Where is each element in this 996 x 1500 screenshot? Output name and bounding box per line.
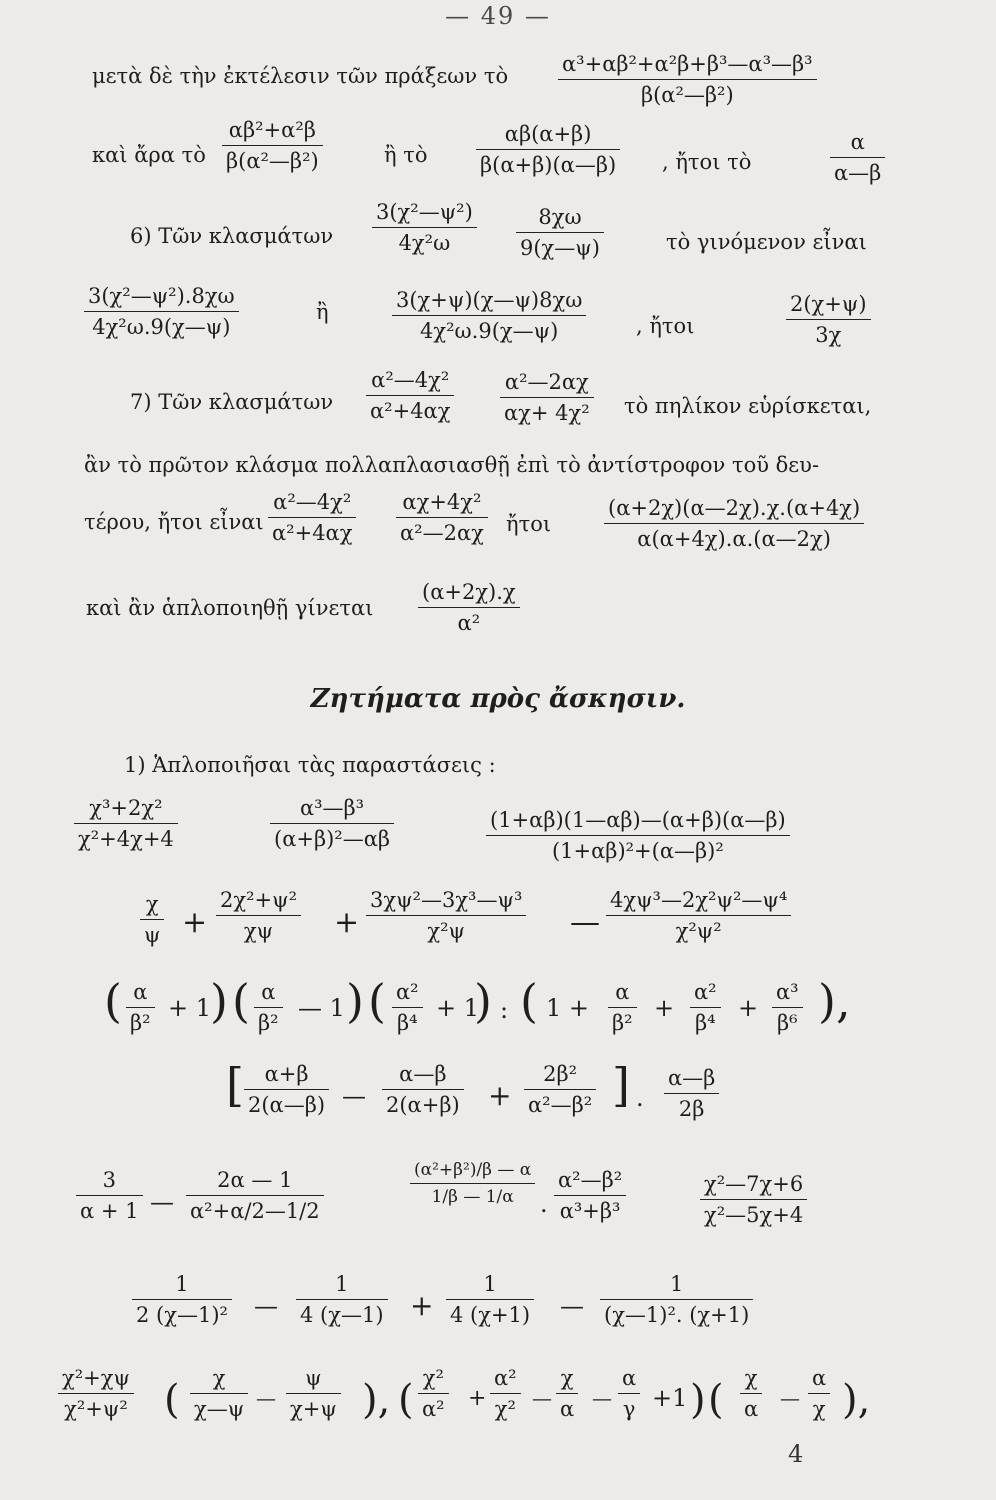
fraction-l5-1 bbox=[366, 368, 454, 423]
fraction-e6c bbox=[446, 1272, 534, 1327]
e3e-num: α² bbox=[694, 980, 717, 1004]
fraction-e6b bbox=[296, 1272, 388, 1327]
e4a-num: α+β bbox=[264, 1062, 309, 1086]
e7h-den: α bbox=[740, 1393, 762, 1421]
line5-tail: τὸ πηλίκον εὑρίσκεται, bbox=[624, 394, 872, 418]
e6c-den: 4 (χ+1) bbox=[446, 1299, 534, 1327]
paren-open: ( bbox=[232, 974, 250, 1028]
e6c-num: 1 bbox=[483, 1272, 497, 1296]
fraction-e5b bbox=[186, 1168, 324, 1223]
l2-f2-den: β(α+β)(α—β) bbox=[476, 149, 620, 177]
l2-f1-num: αβ²+α²β bbox=[228, 118, 316, 142]
e7d-den: α² bbox=[418, 1393, 449, 1421]
l7-f1-den: α²+4αχ bbox=[268, 517, 356, 545]
l2-f2-num: αβ(α+β) bbox=[504, 122, 592, 146]
e7h-num: χ bbox=[744, 1366, 758, 1390]
paren-close: ), bbox=[842, 1377, 871, 1423]
line3-tail: τὸ γινόμενον εἶναι bbox=[666, 230, 867, 254]
e7d-num: χ² bbox=[422, 1366, 444, 1390]
e4d-den: 2β bbox=[664, 1093, 719, 1121]
line1-text: μετὰ δὲ τὴν ἐκτέλεσιν τῶν πράξεων τὸ bbox=[92, 64, 509, 88]
e3f-den: β⁶ bbox=[772, 1007, 803, 1035]
e5c-den: 1/β — 1/α bbox=[410, 1183, 535, 1207]
minus-sign: — bbox=[150, 1188, 174, 1216]
l5-f1-num: α²—4χ² bbox=[371, 368, 450, 392]
e1c-den: (1+αβ)²+(α—β)² bbox=[486, 835, 790, 863]
paren-close: ), bbox=[362, 1377, 391, 1423]
e7g-num: α bbox=[622, 1366, 637, 1390]
e7c-den: χ+ψ bbox=[286, 1393, 341, 1421]
e4b-den: 2(α+β) bbox=[382, 1089, 464, 1117]
bracket-close: ] bbox=[612, 1058, 630, 1112]
e7a-den: χ²+ψ² bbox=[58, 1393, 134, 1421]
fraction-l2-2 bbox=[476, 122, 620, 177]
e1a-den: χ²+4χ+4 bbox=[74, 823, 178, 851]
l8-den: α² bbox=[418, 607, 520, 635]
fraction-e7d bbox=[418, 1366, 449, 1421]
plus-sign: + bbox=[182, 905, 208, 940]
plus-sign: + bbox=[654, 994, 675, 1022]
fraction-e7f bbox=[556, 1366, 578, 1421]
e4b-num: α—β bbox=[399, 1062, 447, 1086]
fraction-l4-1 bbox=[84, 284, 239, 339]
e2d-num: 4χψ³—2χ²ψ²—ψ⁴ bbox=[610, 888, 788, 912]
e2a-num: χ bbox=[145, 892, 159, 916]
line2-text: καὶ ἄρα τὸ bbox=[92, 143, 206, 167]
e7c-num: ψ bbox=[305, 1366, 322, 1390]
minus-sign: — bbox=[780, 1386, 800, 1410]
fraction-e7i bbox=[808, 1366, 830, 1421]
l3-f1-num: 3(χ²—ψ²) bbox=[376, 200, 473, 224]
e1c-num: (1+αβ)(1—αβ)—(α+β)(α—β) bbox=[490, 808, 786, 832]
l5-f1-den: α²+4αχ bbox=[366, 395, 454, 423]
fraction-e7b bbox=[190, 1366, 248, 1421]
fraction-e4d bbox=[664, 1066, 719, 1121]
plus-one: + 1 bbox=[436, 994, 480, 1022]
fraction-e3c bbox=[392, 980, 423, 1035]
fraction-e1c bbox=[486, 808, 790, 863]
fraction-e4a bbox=[244, 1062, 329, 1117]
paren-open: ( bbox=[708, 1377, 724, 1423]
plus-sign: + bbox=[334, 905, 360, 940]
fraction-e5e bbox=[700, 1172, 807, 1227]
l3-f2-den: 9(χ—ψ) bbox=[516, 232, 604, 260]
plus-sign: + bbox=[488, 1079, 512, 1112]
e5a-den: α + 1 bbox=[76, 1195, 143, 1223]
paren-open: ( bbox=[164, 1377, 180, 1423]
line7-itoi: ἤτοι bbox=[506, 512, 552, 536]
fraction-l7-1 bbox=[268, 490, 356, 545]
plus-sign: + bbox=[468, 1386, 487, 1411]
fraction-l8 bbox=[418, 580, 520, 635]
e6a-den: 2 (χ—1)² bbox=[132, 1299, 232, 1327]
fraction-e3f bbox=[772, 980, 803, 1035]
e7f-den: α bbox=[556, 1393, 578, 1421]
fraction-l5-2 bbox=[500, 370, 594, 425]
e6b-num: 1 bbox=[335, 1272, 349, 1296]
l7-f3-den: α(α+4χ).α.(α—2χ) bbox=[604, 523, 864, 551]
line4-or: ἢ bbox=[316, 300, 329, 324]
fraction-e3d bbox=[608, 980, 637, 1035]
fraction-e7a bbox=[58, 1366, 134, 1421]
e4c-den: α²—β² bbox=[524, 1089, 596, 1117]
paren-close: ), bbox=[818, 974, 851, 1028]
fraction-e2c bbox=[366, 888, 526, 943]
dot-sign: . bbox=[540, 1190, 548, 1218]
paren-close: ) bbox=[210, 974, 228, 1028]
minus-sign: — bbox=[592, 1386, 612, 1410]
e6d-num: 1 bbox=[669, 1272, 684, 1296]
fraction-e7g bbox=[618, 1366, 640, 1421]
fraction-e6d bbox=[600, 1272, 753, 1327]
line8-text: καὶ ἂν ἁπλοποιηθῇ γίνεται bbox=[86, 596, 374, 620]
one-plus: 1 + bbox=[546, 994, 590, 1022]
e3b-num: α bbox=[261, 980, 276, 1004]
e5d-den: α³+β³ bbox=[554, 1195, 626, 1223]
minus-sign: — bbox=[256, 1386, 276, 1410]
fraction-l1 bbox=[558, 52, 817, 107]
fraction-e3b bbox=[254, 980, 283, 1035]
l4-f1-den: 4χ²ω.9(χ—ψ) bbox=[84, 311, 239, 339]
paren-close: ) bbox=[346, 974, 364, 1028]
line2-or: ἢ τὸ bbox=[384, 143, 428, 167]
e3e-den: β⁴ bbox=[690, 1007, 721, 1035]
l8-num: (α+2χ).χ bbox=[422, 580, 516, 604]
paren-open: ( bbox=[520, 974, 538, 1028]
e3d-den: β² bbox=[608, 1007, 637, 1035]
e6d-den: (χ—1)². (χ+1) bbox=[600, 1299, 753, 1327]
fraction-e1b bbox=[270, 796, 394, 851]
fraction-l4-3 bbox=[786, 292, 871, 347]
line6-text: ἂν τὸ πρῶτον κλάσμα πολλαπλασιασθῇ ἐπὶ τὸ ἀντίστροφον τοῦ δευ- bbox=[84, 453, 820, 477]
e5a-num: 3 bbox=[102, 1168, 116, 1192]
e5e-den: χ²—5χ+4 bbox=[700, 1199, 807, 1227]
fraction-l2-3 bbox=[830, 130, 885, 185]
fraction-e3a bbox=[126, 980, 155, 1035]
page-number-bottom: 4 bbox=[788, 1440, 804, 1468]
e3c-num: α² bbox=[396, 980, 419, 1004]
e1a-num: χ³+2χ² bbox=[89, 796, 163, 820]
e4a-den: 2(α—β) bbox=[244, 1089, 329, 1117]
minus-sign: — bbox=[254, 1292, 278, 1320]
fraction-e4c bbox=[524, 1062, 596, 1117]
minus-sign: — bbox=[560, 1292, 584, 1320]
fraction-e1a bbox=[74, 796, 178, 851]
l5-f2-den: αχ+ 4χ² bbox=[500, 397, 594, 425]
minus-sign: — bbox=[532, 1386, 552, 1410]
e3a-num: α bbox=[133, 980, 148, 1004]
exercise1-text: 1) Ἁπλοποιῆσαι τὰς παραστάσεις : bbox=[124, 753, 496, 777]
dot-sign: . bbox=[636, 1084, 644, 1112]
l3-f2-num: 8χω bbox=[538, 205, 582, 229]
fraction-e3e bbox=[690, 980, 721, 1035]
line4-itoi: , ἤτοι bbox=[636, 314, 695, 338]
e7i-den: χ bbox=[808, 1393, 830, 1421]
fraction-e2b bbox=[216, 888, 301, 943]
l2-f3-num: α bbox=[850, 130, 865, 154]
e2c-num: 3χψ²—3χ³—ψ³ bbox=[370, 888, 523, 912]
e3d-num: α bbox=[615, 980, 630, 1004]
l4-f3-den: 3χ bbox=[786, 319, 871, 347]
fraction-l2-1 bbox=[222, 118, 323, 173]
fraction-e4b bbox=[382, 1062, 464, 1117]
fraction-e5c bbox=[410, 1160, 535, 1207]
section-heading: Ζητήματα πρὸς ἄσκησιν. bbox=[310, 684, 686, 714]
l4-f3-num: 2(χ+ψ) bbox=[790, 292, 867, 316]
l4-f1-num: 3(χ²—ψ²).8χω bbox=[88, 284, 235, 308]
paren-open: ( bbox=[398, 1377, 414, 1423]
e7e-den: χ² bbox=[490, 1393, 521, 1421]
e2b-num: 2χ²+ψ² bbox=[220, 888, 297, 912]
e6a-num: 1 bbox=[175, 1272, 189, 1296]
fraction-e5a bbox=[76, 1168, 143, 1223]
e5d-num: α²—β² bbox=[558, 1168, 623, 1192]
l4-f2-num: 3(χ+ψ)(χ—ψ)8χω bbox=[396, 288, 583, 312]
l7-f2-num: αχ+4χ² bbox=[402, 490, 482, 514]
paren-close: ) bbox=[690, 1377, 706, 1423]
e5c-num: (α²+β²)/β — α bbox=[414, 1160, 532, 1180]
bracket-open: [ bbox=[226, 1058, 244, 1112]
e3b-den: β² bbox=[254, 1007, 283, 1035]
plus-one: + 1 bbox=[168, 994, 212, 1022]
fraction-l7-2 bbox=[396, 490, 488, 545]
e7e-num: α² bbox=[494, 1366, 517, 1390]
l2-f3-den: α—β bbox=[830, 157, 885, 185]
division-sign: : bbox=[500, 996, 509, 1024]
e6b-den: 4 (χ—1) bbox=[296, 1299, 388, 1327]
fraction-e7h bbox=[740, 1366, 762, 1421]
e3c-den: β⁴ bbox=[392, 1007, 423, 1035]
line7-text: τέρου, ἤτοι εἶναι bbox=[84, 510, 264, 534]
minus-sign: — bbox=[342, 1082, 366, 1110]
line3-text: 6) Τῶν κλασμάτων bbox=[130, 224, 334, 248]
l7-f1-num: α²—4χ² bbox=[273, 490, 352, 514]
e4d-num: α—β bbox=[668, 1066, 716, 1090]
e4c-num: 2β² bbox=[543, 1062, 578, 1086]
fraction-l7-3 bbox=[604, 496, 864, 551]
minus-one: — 1 bbox=[298, 994, 345, 1022]
e2d-den: χ²ψ² bbox=[606, 915, 791, 943]
e2a-den: ψ bbox=[140, 919, 164, 947]
e5b-den: α²+α/2—1/2 bbox=[186, 1195, 324, 1223]
plus-sign: + bbox=[738, 994, 759, 1022]
fraction-e5d bbox=[554, 1168, 626, 1223]
e2c-den: χ²ψ bbox=[366, 915, 526, 943]
e7b-den: χ—ψ bbox=[190, 1393, 248, 1421]
l7-f2-den: α²—2αχ bbox=[396, 517, 488, 545]
e5b-num: 2α — 1 bbox=[217, 1168, 293, 1192]
fraction-l3-2 bbox=[516, 205, 604, 260]
l5-f2-num: α²—2αχ bbox=[504, 370, 589, 394]
l7-f3-num: (α+2χ)(α—2χ).χ.(α+4χ) bbox=[608, 496, 861, 520]
fraction-e7c bbox=[286, 1366, 341, 1421]
e3a-den: β² bbox=[126, 1007, 155, 1035]
e7f-num: χ bbox=[560, 1366, 574, 1390]
e7g-den: γ bbox=[618, 1393, 640, 1421]
e7i-num: α bbox=[812, 1366, 827, 1390]
fraction-l4-2 bbox=[392, 288, 586, 343]
paren-open: ( bbox=[368, 974, 386, 1028]
l4-f2-den: 4χ²ω.9(χ—ψ) bbox=[392, 315, 586, 343]
fraction-l3-1 bbox=[372, 200, 477, 255]
paren-close: ) bbox=[474, 974, 492, 1028]
fraction-e2a bbox=[140, 892, 164, 947]
e3f-num: α³ bbox=[776, 980, 799, 1004]
l1-denominator: β(α²—β²) bbox=[558, 79, 817, 107]
page-number-top: — 49 — bbox=[445, 2, 551, 30]
l2-f1-den: β(α²—β²) bbox=[222, 145, 323, 173]
plus-sign: + bbox=[410, 1289, 434, 1322]
paren-open: ( bbox=[104, 974, 122, 1028]
fraction-e7e bbox=[490, 1366, 521, 1421]
plus-one: +1 bbox=[652, 1384, 688, 1412]
fraction-e2d bbox=[606, 888, 791, 943]
l1-numerator: α³+αβ²+α²β+β³—α³—β³ bbox=[562, 52, 813, 76]
e5e-num: χ²—7χ+6 bbox=[704, 1172, 804, 1196]
e1b-den: (α+β)²—αβ bbox=[270, 823, 394, 851]
e7b-num: χ bbox=[212, 1366, 226, 1390]
e7a-num: χ²+χψ bbox=[62, 1366, 130, 1390]
l3-f1-den: 4χ²ω bbox=[372, 227, 477, 255]
fraction-e6a bbox=[132, 1272, 232, 1327]
line5-text: 7) Τῶν κλασμάτων bbox=[130, 390, 334, 414]
line2-itoi: , ἤτοι τὸ bbox=[662, 150, 752, 174]
e1b-num: α³—β³ bbox=[299, 796, 365, 820]
e2b-den: χψ bbox=[216, 915, 301, 943]
minus-sign: — bbox=[570, 905, 600, 940]
